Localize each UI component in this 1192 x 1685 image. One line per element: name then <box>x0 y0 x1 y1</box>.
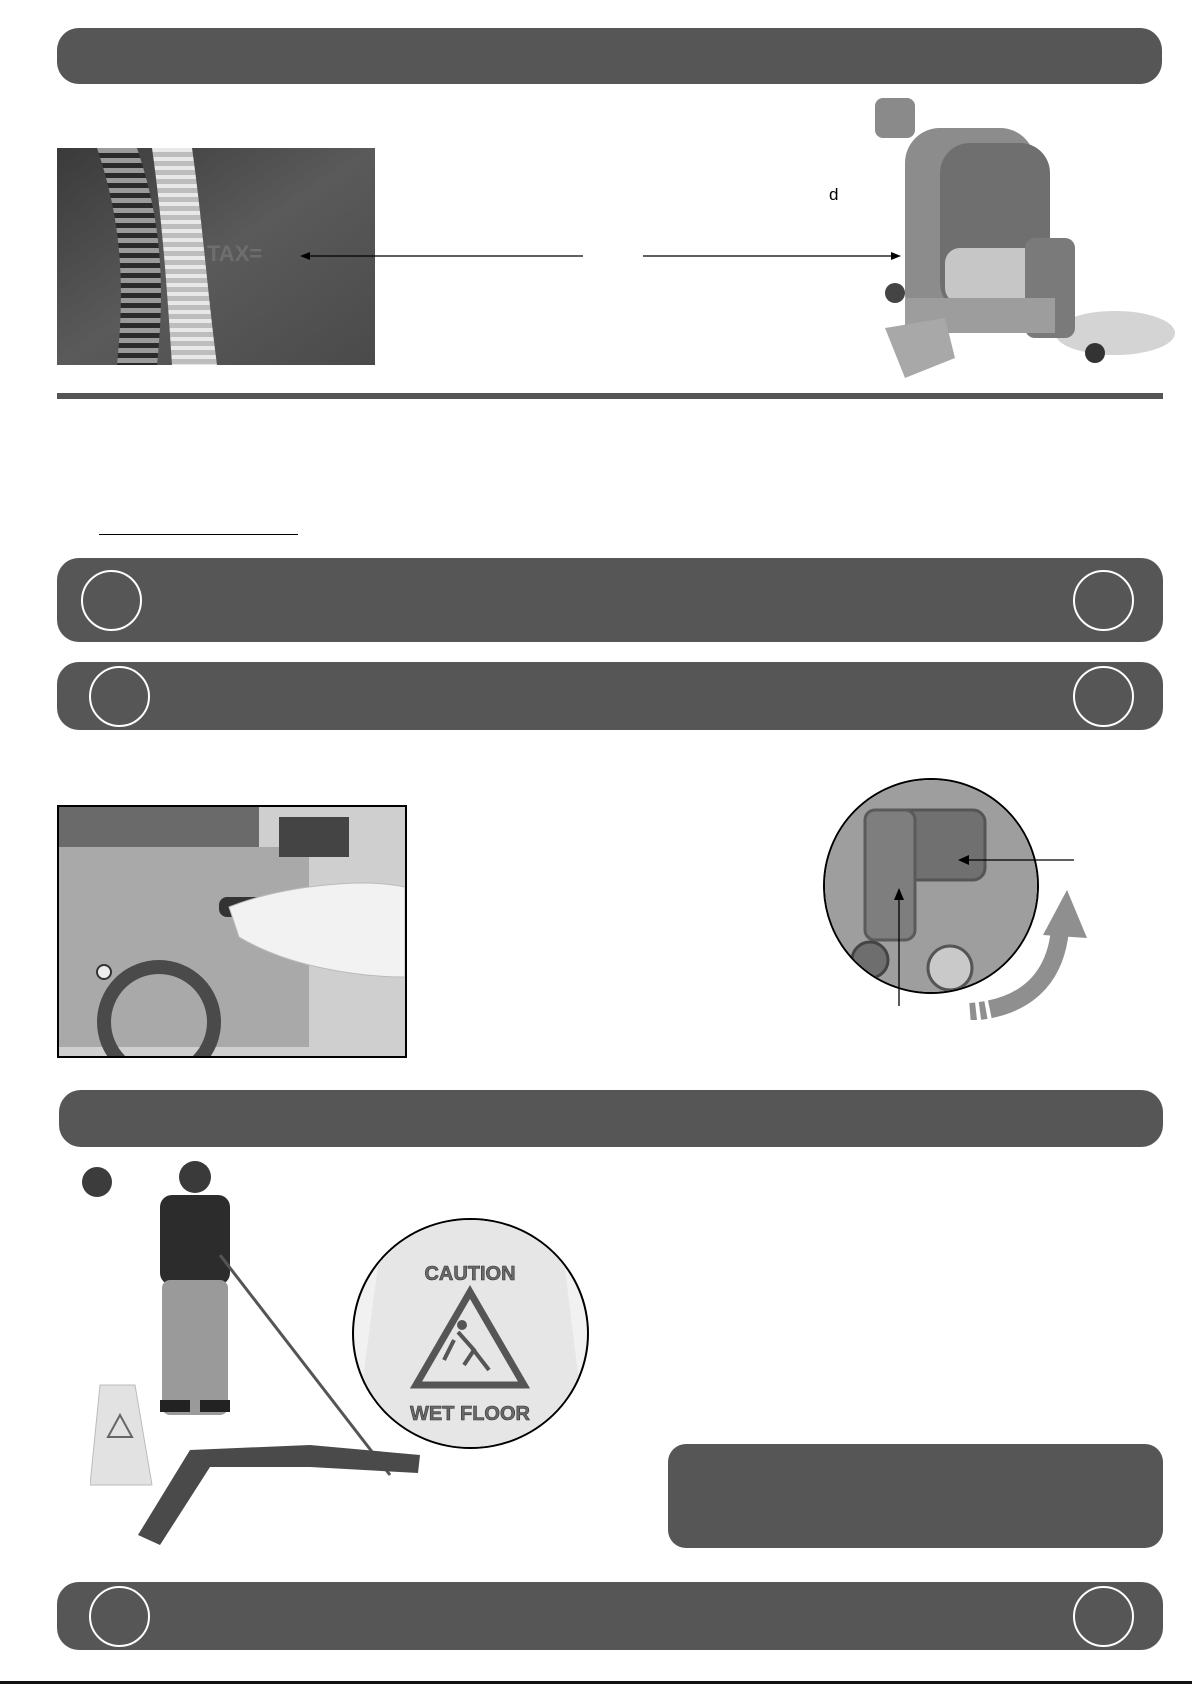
latch-photo <box>57 805 407 1058</box>
bar-4-left-circle <box>89 1586 150 1647</box>
bar-2-right-circle <box>1073 666 1134 727</box>
zoom-arrow-up <box>889 888 909 1008</box>
section-bar-1 <box>57 558 1163 642</box>
curved-arrow-icon <box>965 890 1105 1020</box>
link-underline <box>99 534 298 535</box>
footer-line <box>0 1681 1192 1684</box>
top-header-bar <box>57 28 1162 84</box>
bar-1-right-circle <box>1073 570 1134 631</box>
caution-text: CAUTION <box>424 1263 516 1285</box>
mini-wet-floor-sign <box>90 1385 152 1485</box>
section-bar-3 <box>59 1090 1163 1147</box>
section-bar-4 <box>57 1582 1163 1650</box>
callout-letter: d <box>829 185 839 204</box>
bar-1-left-circle <box>81 570 142 631</box>
section-bar-2 <box>57 662 1163 730</box>
machine-photo <box>865 98 1175 388</box>
wet-floor-text: WET FLOOR <box>410 1403 530 1425</box>
info-box <box>668 1444 1163 1548</box>
bar-4-right-circle <box>1073 1586 1134 1647</box>
bar-2-left-circle <box>89 666 150 727</box>
arrow-to-hose <box>300 246 590 266</box>
section-rule <box>57 393 1163 399</box>
embossed-logo: TAX= <box>207 241 263 266</box>
zoom-arrow-right <box>958 850 1078 870</box>
caution-sign-zoom <box>352 1218 589 1449</box>
